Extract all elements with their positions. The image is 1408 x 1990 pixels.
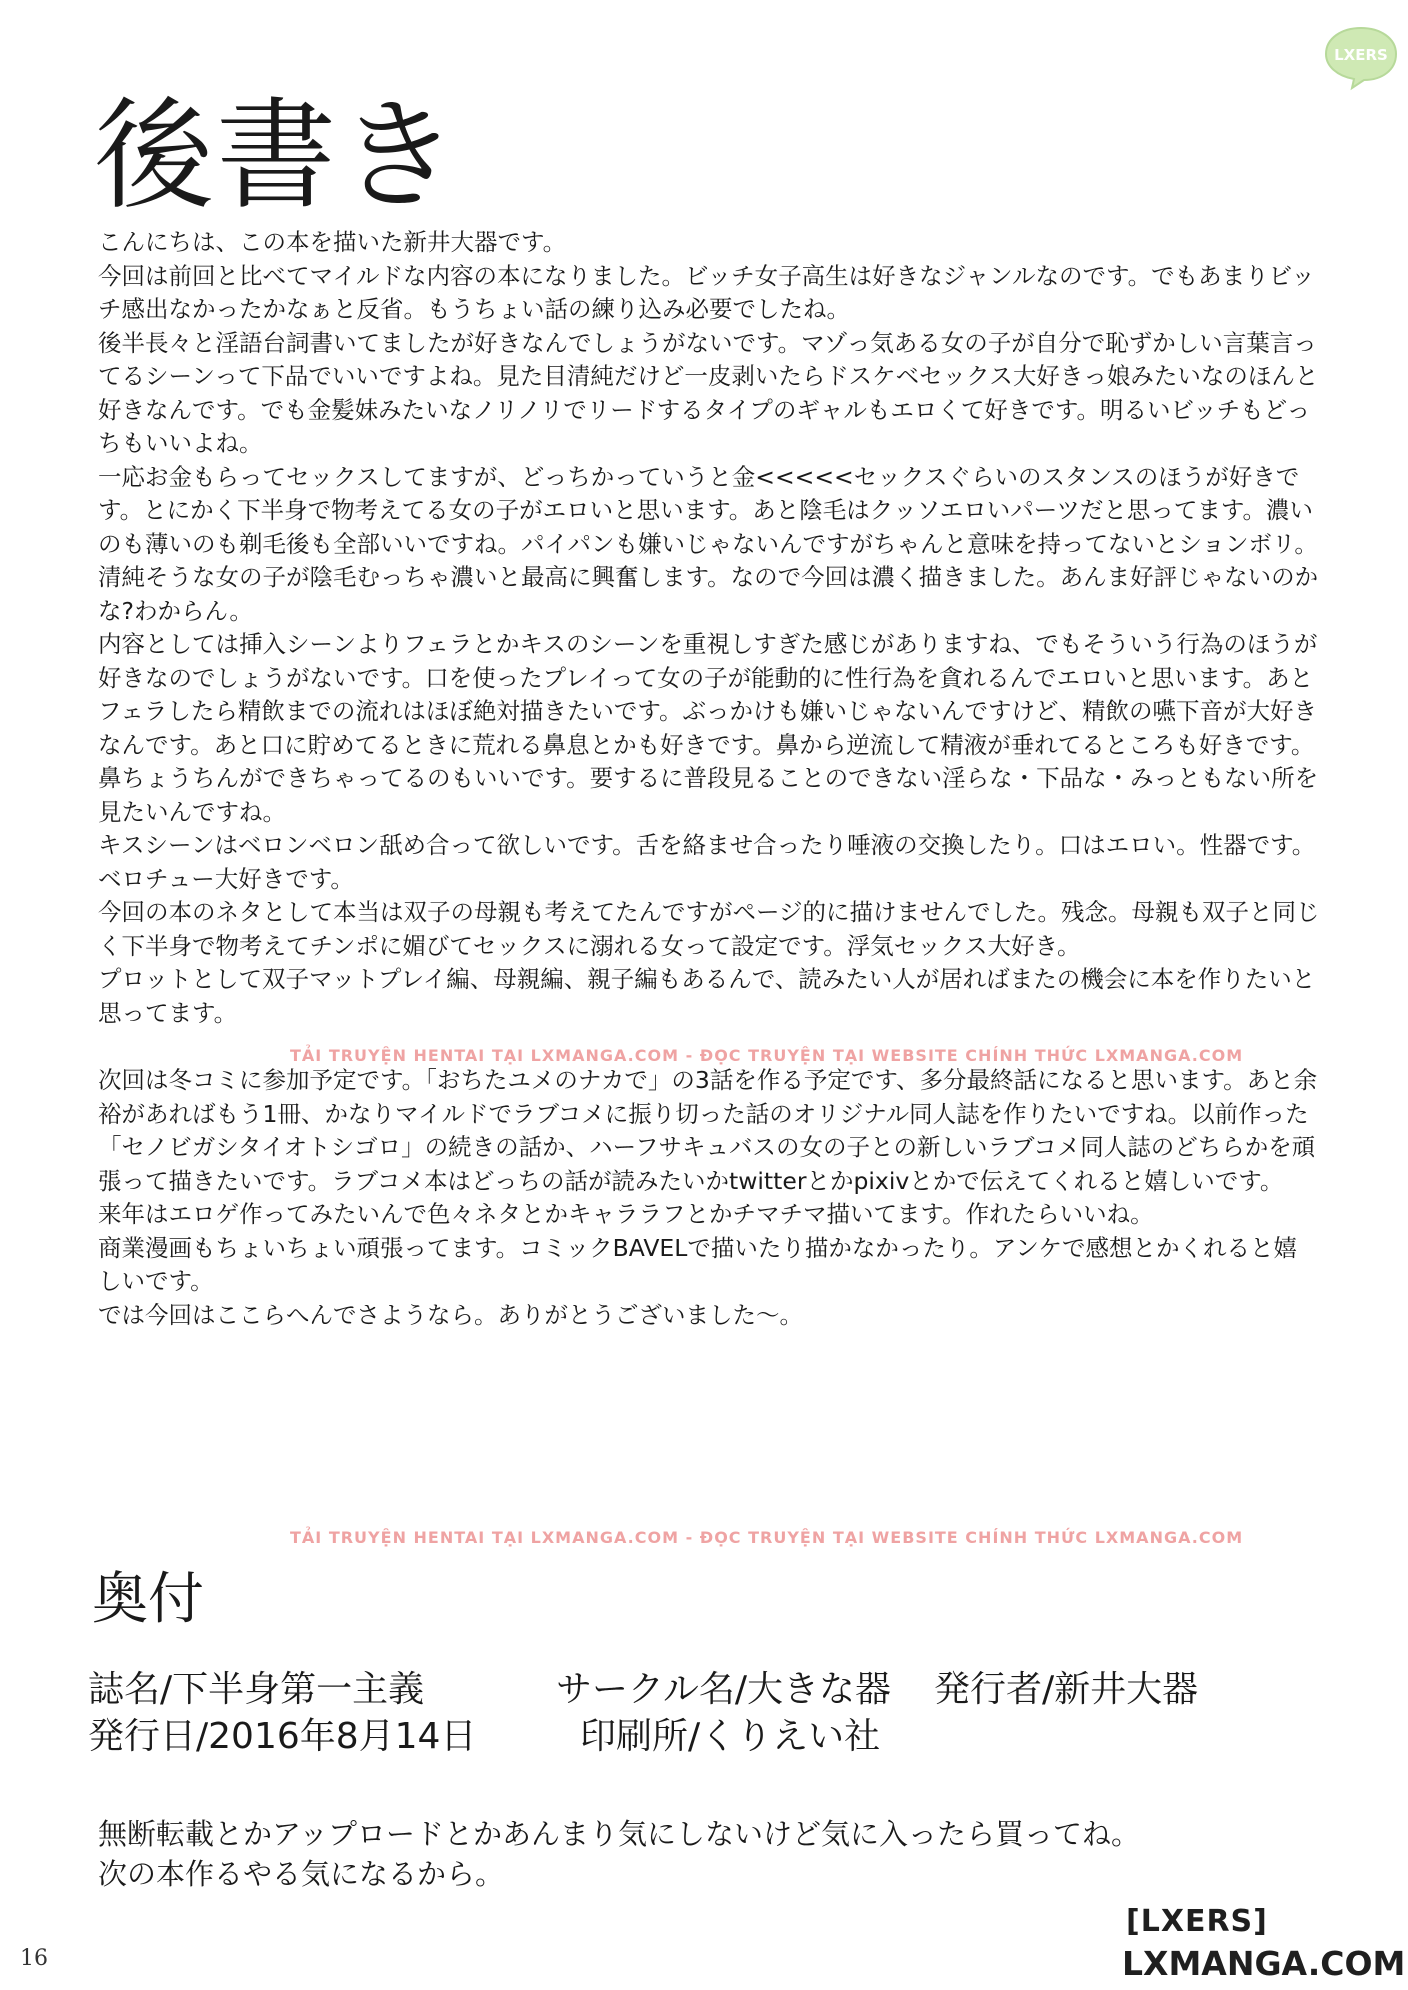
afterword-paragraph: 今回は前回と比べてマイルドな内容の本になりました。ビッチ女子高生は好きなジャンルなのです。でもあまりビッチ感出なかったかなぁと反省。もうちょい話の練り込み必要でしたね。: [98, 261, 1315, 323]
overlay-watermark: TẢI TRUYỆN HENTAI TẠI LXMANGA.COM - ĐỌC TRUYỆN TẠI WEBSITE CHÍNH THỨC LXMANGA.COM: [290, 1046, 1244, 1065]
afterword-paragraph: キスシーンはベロンベロン舐め合って欲しいです。舌を絡ませ合ったり唾液の交換したり。口はエロい。性器です。ベロチュー大好きです。: [98, 831, 1316, 893]
overlay-watermark: TẢI TRUYỆN HENTAI TẠI LXMANGA.COM - ĐỌC TRUYỆN TẠI WEBSITE CHÍNH THỨC LXMANGA.COM: [290, 1528, 1244, 1547]
afterword-paragraph: では今回はここらへんでさようなら。ありがとうございました〜。: [98, 1300, 803, 1329]
colophon-row: [88, 1713, 1328, 1765]
page-title: 後書き: [94, 87, 460, 226]
afterword-paragraph: こんにちは、この本を描いた新井大器です。: [98, 228, 567, 256]
watermark-tag: [LXERS]: [1126, 1904, 1268, 1939]
colophon-magazine-name: 誌名/下半身第一主義: [88, 1669, 425, 1710]
lxers-badge-text: LXERS: [1334, 46, 1388, 64]
afterword-body: [98, 226, 1320, 1332]
page-number: 16: [20, 1946, 48, 1971]
colophon-printer: 印刷所/くりえい社: [580, 1716, 881, 1757]
lxers-badge-logo: [1322, 24, 1400, 90]
colophon-row: [88, 1666, 1328, 1718]
colophon-publisher: 発行者/新井大器: [934, 1669, 1199, 1710]
colophon-circle-name: サークル名/大きな器: [556, 1669, 892, 1710]
reprint-note-line: 次の本作るやる気になるから。: [98, 1857, 505, 1891]
afterword-paragraph: 今回の本のネタとして本当は双子の母親も考えてたんですがページ的に描けませんでした。残念。母親も双子と同じく下半身で物考えてチンポに媚びてセックスに溺れる女って設定です。浮気セックス大好き。: [98, 898, 1320, 960]
afterword-paragraph: 後半長々と淫語台詞書いてましたが好きなんでしょうがないです。マゾっ気ある女の子が自分で恥ずかしい言葉言ってるシーンって下品でいいですよね。見た目清純だけど一皮剥いたらドスケベセックス大好きっ娘みたいなのほんと好きなんです。でも金髪妹みたいなノリノリでリードするタイプのギャルもエロくて好きです。明るいビッチもどっちもいいよね。: [98, 328, 1319, 457]
afterword-paragraph: 内容としては挿入シーンよりフェラとかキスのシーンを重視しすぎた感じがありますね、でもそういう行為のほうが好きなのでしょうがないです。口を使ったプレイって女の子が能動的に性行為を貪れるんでエロいと思います。あとフェラしたら精飲までの流れはほぼ絶対描きたいです。ぶっかけも嫌いじゃないんですけど、精飲の嚥下音が大好きなんです。あと口に貯めてるときに荒れる鼻息とかも好きです。鼻から逆流して精液が垂れてるところも好きです。鼻ちょうちんができちゃってるのもいいです。要するに普段見ることのできない淫らな・下品な・みっともない所を見たいんですね。: [98, 630, 1319, 826]
colophon-heading: 奥付: [92, 1567, 204, 1632]
reprint-note: [98, 1814, 1140, 1894]
watermark-site: LXMANGA.COM: [1122, 1944, 1406, 1983]
afterword-paragraph: 一応お金もらってセックスしてますが、どっちかっていうと金<<<<<セックスぐらいのスタンスのほうが好きです。とにかく下半身で物考えてる女の子がエロいと思います。あと陰毛はクッソエロいパーツだと思ってます。濃いのも薄いのも剃毛後も全部いいですね。パイパンも嫌いじゃないんですがちゃんと意味を持ってないとションボリ。清純そうな女の子が陰毛むっちゃ濃いと最高に興奮します。なので今回は濃く描きました。あんま好評じゃないのかな?わからん。: [98, 462, 1319, 625]
reprint-note-line: 無断転載とかアップロードとかあんまり気にしないけど気に入ったら買ってね。: [98, 1817, 1140, 1851]
afterword-paragraph: 次回は冬コミに参加予定です。「おちたユメのナカで」の3話を作る予定です、多分最終話になると思います。あと余裕があればもう1冊、かなりマイルドでラブコメに振り切った話のオリジナル同人誌を作りたいですね。以前作った「セノビガシタイオトシゴロ」の続きの話か、ハーフサキュバスの女の子との新しいラブコメ同人誌のどちらかを頑張って描きたいです。ラブコメ本はどっちの話が読みたいかtwitterとかpixivとかで伝えてくれると嬉しいです。: [98, 1066, 1318, 1195]
afterword-paragraph: プロットとして双子マットプレイ編、母親編、親子編もあるんで、読みたい人が居ればまたの機会に本を作りたいと思ってます。: [98, 965, 1316, 1027]
afterword-paragraph: 来年はエロゲ作ってみたいんで色々ネタとかキャララフとかチマチマ描いてます。作れたらいいね。: [98, 1200, 1154, 1228]
afterword-paragraph: 商業漫画もちょいちょい頑張ってます。コミックBAVELで描いたり描かなかったり。アンケで感想とかくれると嬉しいです。: [98, 1233, 1297, 1295]
colophon-publish-date: 発行日/2016年8月14日: [88, 1716, 477, 1757]
